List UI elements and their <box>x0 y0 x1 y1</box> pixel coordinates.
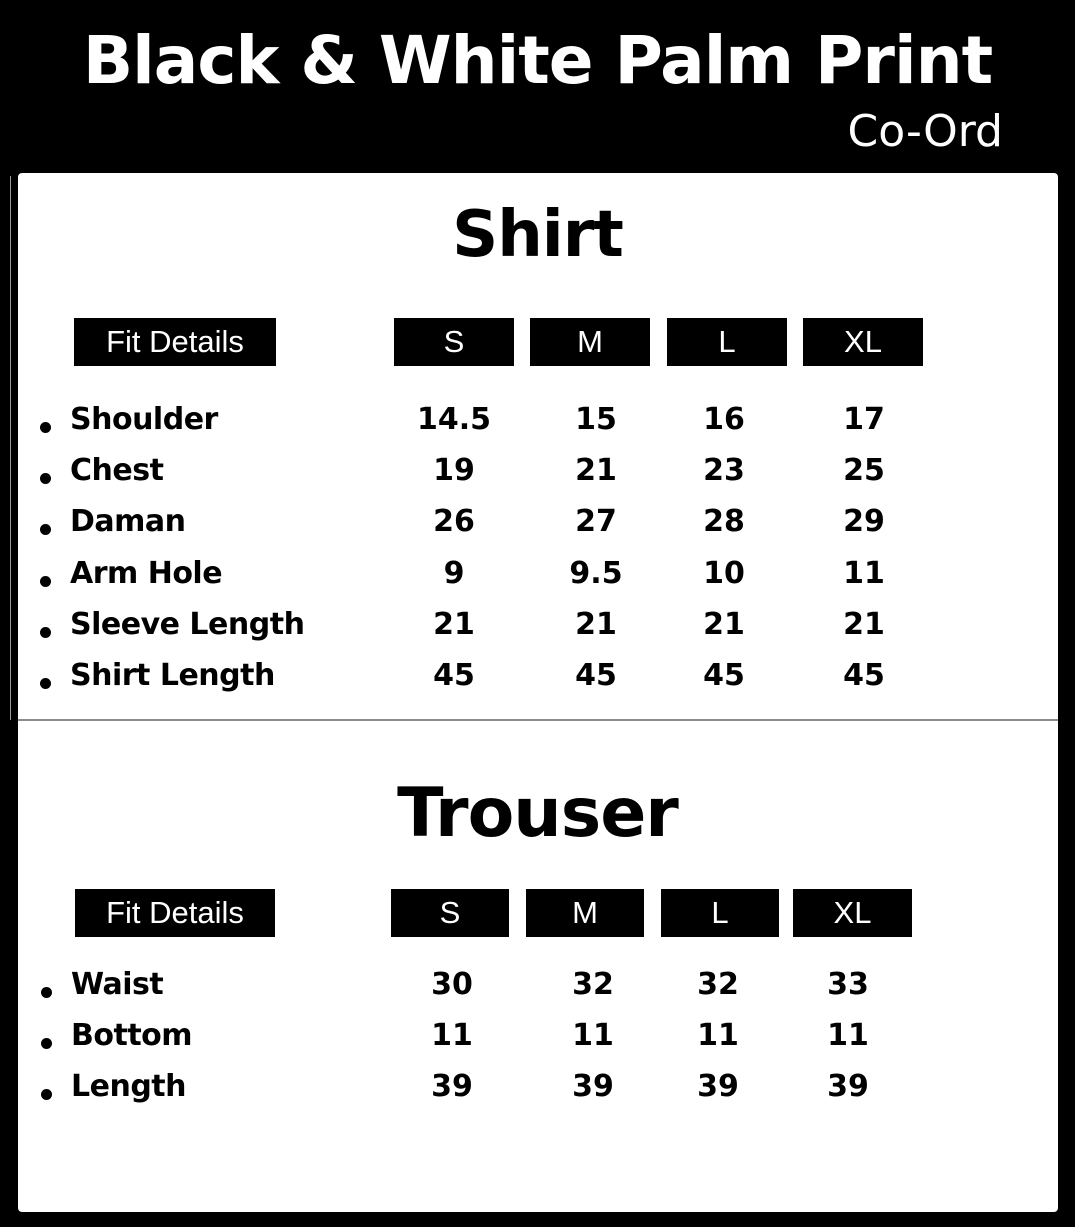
page-title: Black & White Palm Print <box>82 22 993 99</box>
measurement-cell: 17 <box>843 402 885 437</box>
measurement-cell: 45 <box>575 658 617 693</box>
measurement-cell: 23 <box>703 453 745 489</box>
measurement-cell: 21 <box>575 453 617 489</box>
bullet-icon <box>40 627 51 638</box>
row-label: Shirt Length <box>70 658 275 693</box>
measurement-cell: 11 <box>697 1018 739 1053</box>
measurement-cell: 32 <box>697 967 739 1002</box>
measurement-cell: 32 <box>572 967 614 1002</box>
row-label: Bottom <box>71 1018 193 1053</box>
measurement-cell: 9 <box>443 555 465 591</box>
bullet-icon <box>41 1089 52 1100</box>
row-label: Arm Hole <box>70 555 223 591</box>
measurement-cell: 11 <box>572 1018 614 1053</box>
measurement-cell: 10 <box>703 555 745 591</box>
bullet-icon <box>40 422 51 433</box>
measurement-cell: 11 <box>431 1018 473 1053</box>
row-label: Daman <box>70 504 186 540</box>
trouser-size-header-l: L <box>661 889 779 937</box>
measurement-cell: 39 <box>827 1069 869 1104</box>
trouser-size-header-xl: XL <box>793 889 912 937</box>
trouser-size-header-m: M <box>526 889 644 937</box>
bullet-icon <box>41 1038 52 1049</box>
measurement-cell: 11 <box>827 1018 869 1053</box>
shirt-size-header-m: M <box>530 318 650 366</box>
measurement-cell: 39 <box>431 1069 473 1104</box>
shirt-size-header-s: S <box>394 318 514 366</box>
measurement-cell: 45 <box>433 658 475 693</box>
shirt-fit-details-label: Fit Details <box>74 318 276 366</box>
measurement-cell: 27 <box>575 504 617 540</box>
measurement-cell: 19 <box>433 453 475 489</box>
row-label: Waist <box>71 967 164 1002</box>
row-label: Sleeve Length <box>70 606 305 642</box>
measurement-cell: 9.5 <box>569 555 623 591</box>
shirt-size-header-l: L <box>667 318 787 366</box>
measurement-cell: 21 <box>703 606 745 642</box>
measurement-cell: 25 <box>843 453 885 489</box>
measurement-cell: 21 <box>843 606 885 642</box>
measurement-cell: 39 <box>697 1069 739 1104</box>
measurement-cell: 45 <box>843 658 885 693</box>
row-label: Chest <box>70 453 164 489</box>
trouser-fit-details-label: Fit Details <box>75 889 275 937</box>
measurement-cell: 45 <box>703 658 745 693</box>
measurement-cell: 14.5 <box>416 402 492 437</box>
measurement-cell: 33 <box>827 967 869 1002</box>
measurement-cell: 29 <box>843 504 885 540</box>
shirt-section-title: Shirt <box>452 198 623 272</box>
section-divider <box>18 719 1058 721</box>
measurement-cell: 11 <box>843 555 885 591</box>
trouser-size-header-s: S <box>391 889 509 937</box>
measurement-cell: 16 <box>703 402 745 437</box>
measurement-cell: 26 <box>433 504 475 540</box>
bullet-icon <box>40 576 51 587</box>
measurement-cell: 28 <box>703 504 745 540</box>
bullet-icon <box>40 678 51 689</box>
row-label: Length <box>71 1069 186 1104</box>
bullet-icon <box>41 987 52 998</box>
page-subtitle: Co-Ord <box>847 106 1003 157</box>
measurement-cell: 21 <box>575 606 617 642</box>
trouser-section-title: Trouser <box>397 774 678 853</box>
measurement-cell: 39 <box>572 1069 614 1104</box>
shirt-size-header-xl: XL <box>803 318 923 366</box>
measurement-cell: 15 <box>575 402 617 437</box>
row-label: Shoulder <box>70 402 218 437</box>
measurement-cell: 21 <box>433 606 475 642</box>
measurement-cell: 30 <box>431 967 473 1002</box>
